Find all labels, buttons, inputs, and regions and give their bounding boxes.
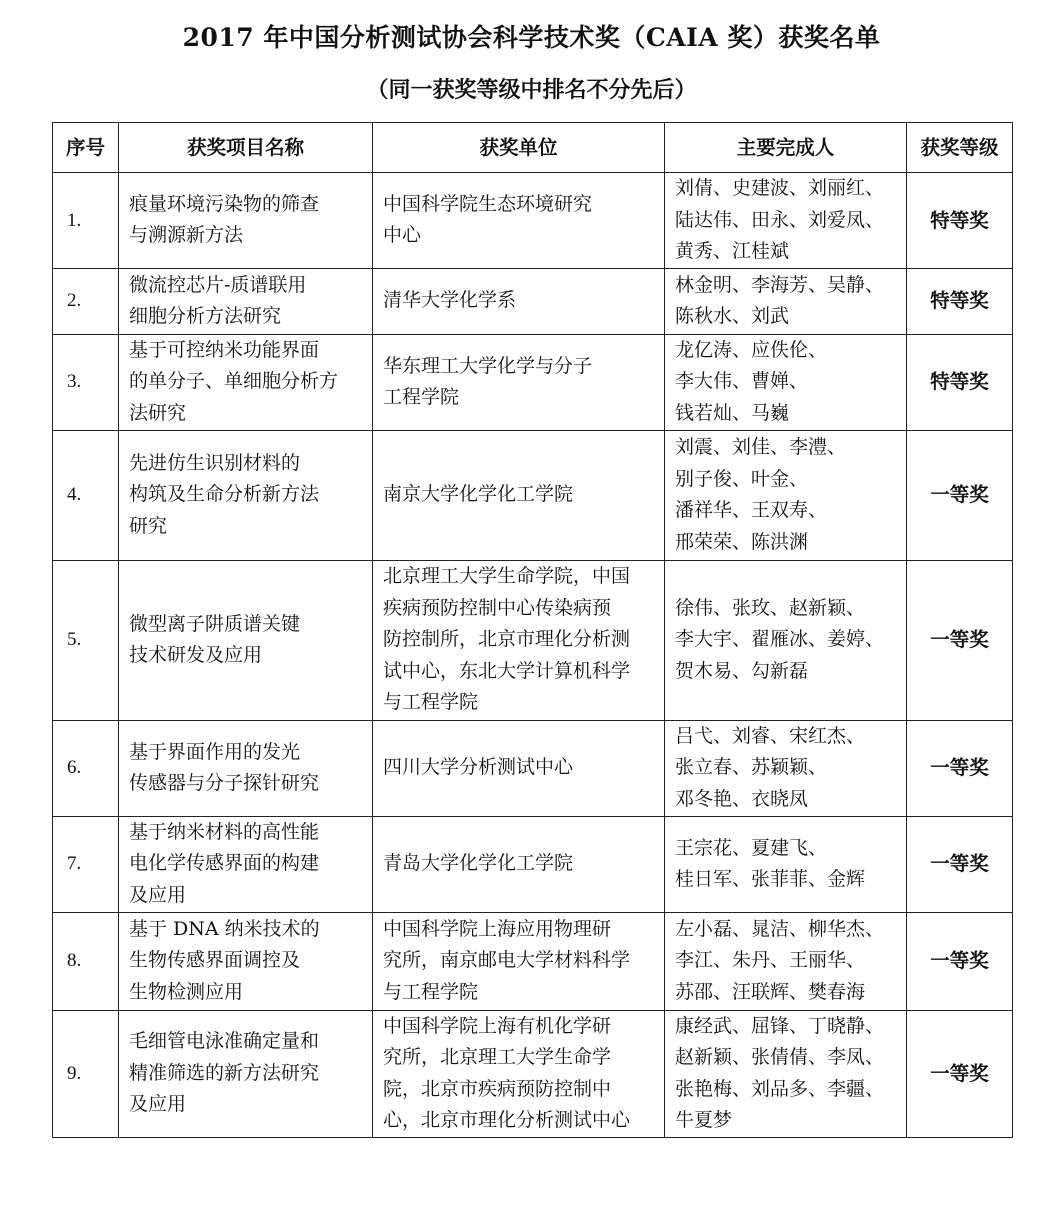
table-row <box>53 268 1013 334</box>
cell-level: 特等奖 <box>907 334 1013 430</box>
cell-seq: 8. <box>53 912 119 1010</box>
people-line: 刘震、刘佳、李澧、 <box>675 436 847 458</box>
people-line: 李大伟、曹婵、 <box>675 370 809 393</box>
project-line: 毛细管电泳准确定量和 <box>129 1030 320 1053</box>
unit-line: 北京理工大学生命学院，中国 <box>383 565 631 588</box>
cell-project <box>119 912 373 1010</box>
cell-project <box>119 268 373 334</box>
unit-line: 与工程学院 <box>383 980 479 1003</box>
project-line: 生物传感界面调控及 <box>129 949 301 972</box>
cell-people <box>665 1010 907 1137</box>
unit-line: 清华大学化学系 <box>383 289 517 312</box>
project-line: 传感器与分子探针研究 <box>129 772 320 794</box>
page-subtitle: （同一获奖等级中排名不分先后） <box>366 77 697 103</box>
project-line: 构筑及生命分析新方法 <box>129 483 320 506</box>
project-line: 法研究 <box>129 401 187 424</box>
award-table <box>52 122 1013 1138</box>
cell-unit <box>373 720 665 816</box>
cell-people <box>665 720 907 816</box>
cell-seq: 6. <box>53 720 119 816</box>
table-body <box>53 173 1013 1138</box>
table-row <box>53 1010 1013 1137</box>
cell-unit <box>373 912 665 1010</box>
people-line: 李大宇、翟雁冰、姜婷、 <box>675 628 885 651</box>
project-line: 痕量环境污染物的筛查 <box>129 192 320 215</box>
cell-people <box>665 912 907 1010</box>
cell-people <box>665 430 907 560</box>
cell-people <box>665 173 907 269</box>
table-row <box>53 173 1013 269</box>
project-line: 研究 <box>129 514 168 537</box>
cell-level: 一等奖 <box>907 816 1013 912</box>
unit-line: 中国科学院上海有机化学研 <box>383 1014 612 1037</box>
cell-project <box>119 560 373 720</box>
people-line: 别子俊、叶金、 <box>675 467 809 490</box>
unit-line: 心，北京市理化分析测试中心 <box>383 1109 631 1131</box>
table-header-row <box>53 123 1013 173</box>
unit-line: 南京大学化学化工学院 <box>383 483 574 506</box>
cell-seq: 3. <box>53 334 119 430</box>
cell-project <box>119 816 373 912</box>
project-line: 基于纳米材料的高性能 <box>129 820 320 843</box>
people-line: 钱若灿、马巍 <box>675 401 790 424</box>
header-project: 获奖项目名称 <box>119 123 373 173</box>
unit-line: 四川大学分析测试中心 <box>383 756 574 779</box>
header-level: 获奖等级 <box>907 123 1013 173</box>
people-line: 刘倩、史建波、刘丽红、 <box>675 177 885 199</box>
unit-line: 院，北京市疾病预防控制中 <box>383 1077 612 1100</box>
project-line: 及应用 <box>129 883 187 906</box>
cell-people <box>665 560 907 720</box>
header-unit: 获奖单位 <box>373 123 665 173</box>
cell-project <box>119 334 373 430</box>
header-seq: 序号 <box>53 123 119 173</box>
project-line: 先进仿生识别材料的 <box>129 451 301 474</box>
page-title: 2017 年中国分析测试协会科学技术奖（CAIA 奖）获奖名单 <box>182 23 881 52</box>
project-line: 微型离子阱质谱关键 <box>129 612 301 635</box>
project-line: 的单分子、单细胞分析方 <box>129 370 339 393</box>
cell-people <box>665 268 907 334</box>
cell-seq: 9. <box>53 1010 119 1137</box>
people-line: 徐伟、张玫、赵新颖、 <box>675 596 866 619</box>
cell-unit <box>373 816 665 912</box>
unit-line: 究所，南京邮电大学材料科学 <box>383 949 631 972</box>
cell-project <box>119 173 373 269</box>
people-line: 黄秀、江桂斌 <box>675 240 790 262</box>
cell-project <box>119 720 373 816</box>
table-row <box>53 816 1013 912</box>
cell-unit <box>373 430 665 560</box>
project-line: 基于界面作用的发光 <box>129 740 301 763</box>
project-line: 及应用 <box>129 1093 187 1116</box>
unit-line: 中国科学院生态环境研究 <box>383 192 593 215</box>
unit-line: 试中心，东北大学计算机科学 <box>383 659 631 682</box>
unit-line: 与工程学院 <box>383 691 479 714</box>
cell-unit <box>373 1010 665 1137</box>
people-line: 王宗花、夏建飞、 <box>675 836 828 859</box>
cell-level: 特等奖 <box>907 268 1013 334</box>
project-line: 精准筛选的新方法研究 <box>129 1061 320 1084</box>
cell-seq: 1. <box>53 173 119 269</box>
project-line: 与溯源新方法 <box>129 224 244 247</box>
unit-line: 华东理工大学化学与分子 <box>383 354 593 377</box>
cell-seq: 4. <box>53 430 119 560</box>
people-line: 陈秋水、刘武 <box>675 305 790 327</box>
table-row <box>53 334 1013 430</box>
project-line: 基于可控纳米功能界面 <box>129 338 320 361</box>
people-line: 张立春、苏颖颖、 <box>675 756 828 779</box>
cell-level: 一等奖 <box>907 912 1013 1010</box>
cell-unit <box>373 173 665 269</box>
people-line: 康经武、屈锋、丁晓静、 <box>675 1014 885 1037</box>
cell-project <box>119 1010 373 1137</box>
cell-unit <box>373 560 665 720</box>
people-line: 邓冬艳、衣晓凤 <box>675 787 809 810</box>
project-line: 电化学传感界面的构建 <box>129 852 320 875</box>
people-line: 左小磊、晁洁、柳华杰、 <box>675 917 885 940</box>
cell-level: 一等奖 <box>907 720 1013 816</box>
unit-line: 防控制所，北京市理化分析测 <box>383 628 631 651</box>
header-people: 主要完成人 <box>665 123 907 173</box>
cell-level: 一等奖 <box>907 430 1013 560</box>
unit-line: 工程学院 <box>383 386 460 408</box>
project-line: 微流控芯片-质谱联用 <box>129 273 307 296</box>
project-line: 生物检测应用 <box>129 980 244 1003</box>
people-line: 李江、朱丹、王丽华、 <box>675 949 866 972</box>
project-line: 细胞分析方法研究 <box>129 305 282 327</box>
cell-seq: 7. <box>53 816 119 912</box>
cell-level: 特等奖 <box>907 173 1013 269</box>
people-line: 龙亿涛、应佚伦、 <box>675 338 828 361</box>
table-row <box>53 560 1013 720</box>
unit-line: 中国科学院上海应用物理研 <box>383 917 612 940</box>
project-line: 技术研发及应用 <box>129 644 263 666</box>
people-line: 张艳梅、刘品多、李疆、 <box>675 1077 885 1100</box>
people-line: 邢荣荣、陈洪渊 <box>675 530 809 553</box>
cell-seq: 2. <box>53 268 119 334</box>
table-row <box>53 912 1013 1010</box>
cell-unit <box>373 334 665 430</box>
cell-level: 一等奖 <box>907 560 1013 720</box>
unit-line: 中心 <box>383 224 422 247</box>
cell-project <box>119 430 373 560</box>
people-line: 贺木易、勾新磊 <box>675 659 809 682</box>
unit-line: 疾病预防控制中心传染病预 <box>383 596 612 619</box>
cell-people <box>665 816 907 912</box>
unit-line: 究所，北京理工大学生命学 <box>383 1046 612 1068</box>
table-row <box>53 720 1013 816</box>
people-line: 桂日军、张菲菲、金辉 <box>675 868 866 890</box>
people-line: 赵新颖、张倩倩、李凤、 <box>675 1046 885 1068</box>
project-line: 基于 DNA 纳米技术的 <box>129 917 320 940</box>
people-line: 陆达伟、田永、刘爱凤、 <box>675 208 885 231</box>
cell-level: 一等奖 <box>907 1010 1013 1137</box>
cell-seq: 5. <box>53 560 119 720</box>
cell-people <box>665 334 907 430</box>
table-row <box>53 430 1013 560</box>
people-line: 吕弋、刘睿、宋红杰、 <box>675 724 866 747</box>
people-line: 潘祥华、王双寿、 <box>675 499 828 521</box>
cell-unit <box>373 268 665 334</box>
people-line: 牛夏梦 <box>675 1109 733 1131</box>
unit-line: 青岛大学化学化工学院 <box>383 852 574 875</box>
people-line: 苏邵、汪联辉、樊春海 <box>675 980 866 1003</box>
people-line: 林金明、李海芳、吴静、 <box>675 273 885 296</box>
